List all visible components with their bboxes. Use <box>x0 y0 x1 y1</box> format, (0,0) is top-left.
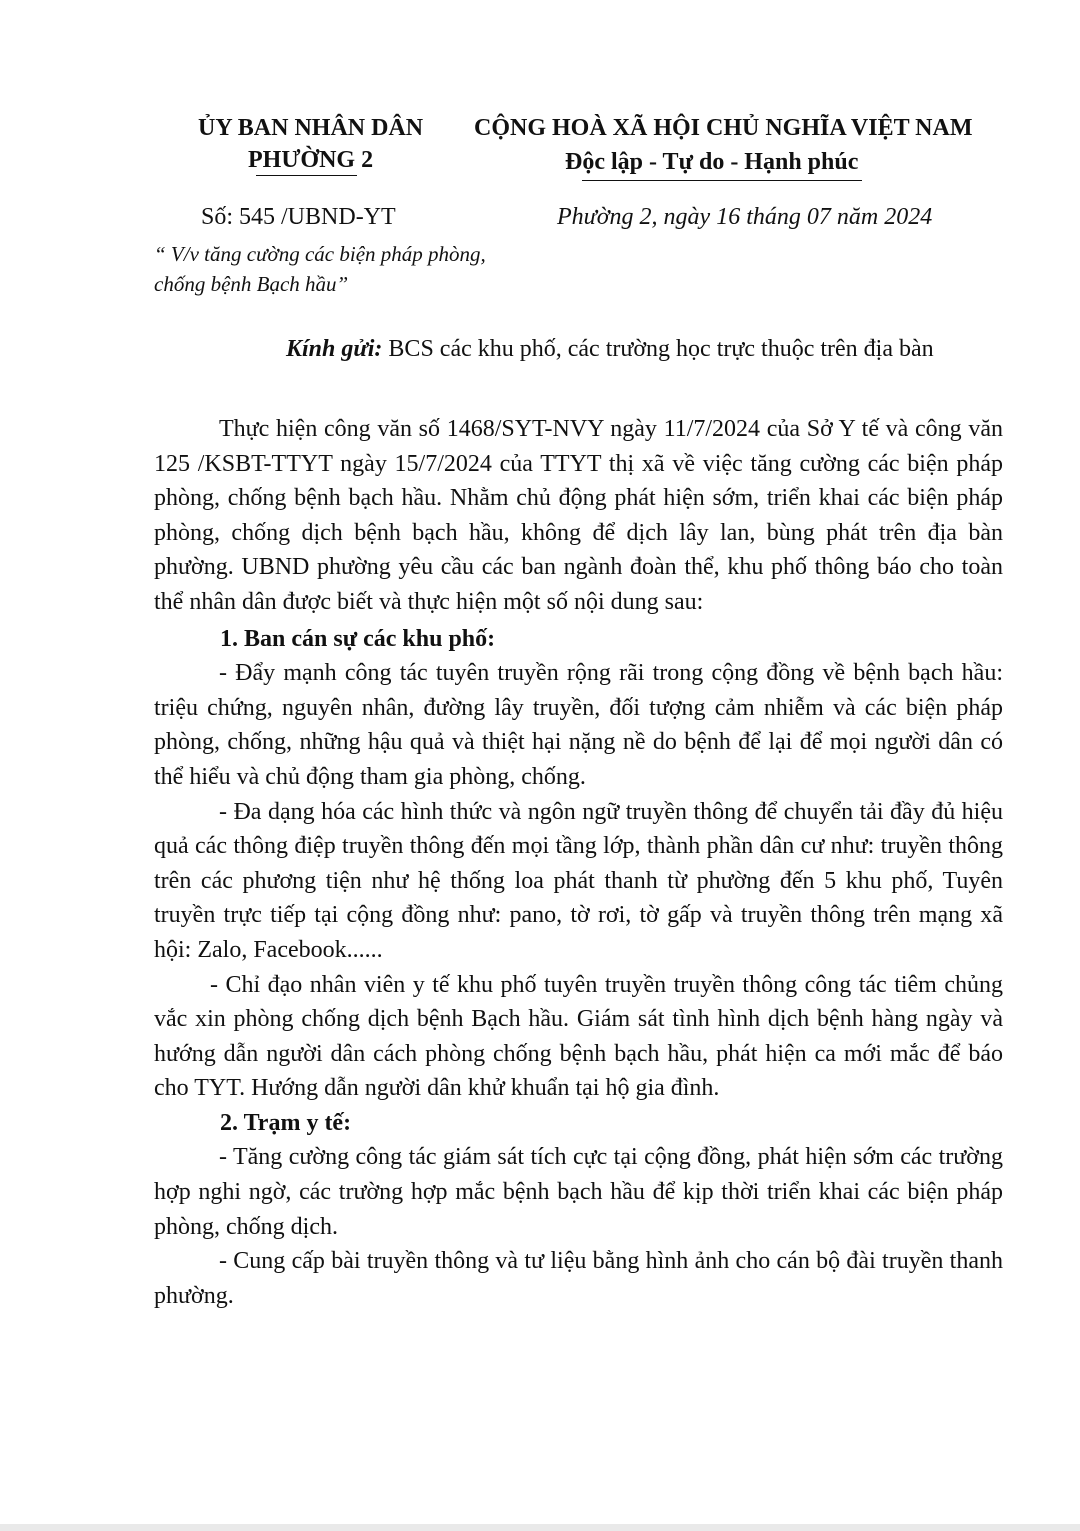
subject-line-1: “ V/v tăng cường các biện pháp phòng, <box>154 242 486 266</box>
recipient-label: Kính gửi: <box>286 336 383 362</box>
motto-underline <box>582 180 862 181</box>
recipient-text: BCS các khu phố, các trường học trực thuộc trên địa bàn <box>382 336 934 362</box>
document-date: Phường 2, ngày 16 tháng 07 năm 2024 <box>557 204 933 230</box>
national-title: CỘNG HOÀ XÃ HỘI CHỦ NGHĨA VIỆT NAM <box>474 115 973 141</box>
issuer-name: ỦY BAN NHÂN DÂN <box>198 115 424 141</box>
page-bottom-edge <box>0 1524 1080 1531</box>
section-item: - Đa dạng hóa các hình thức và ngôn ngữ truyền thông để chuyển tải đầy đủ hiệu quả các thông điệp truyền thông đến mọi tầng lớp, thành phần dân cư như: truyền thông trên các phương tiện như hệ thống loa phát thanh từ phường đến 5 khu phố, Tuyên truyền trực tiếp tại cộng đồng như: pano, tờ rơi, tờ gấp và truyền thông trên mạng xã hội: Zalo, Facebook...... <box>154 798 1003 963</box>
section-item: - Tăng cường công tác giám sát tích cực tại cộng đồng, phát hiện sớm các trường hợp nghi ngờ, các trường hợp mắc bệnh bạch hầu để kịp thời triển khai các biện pháp phòng, chống dịch. <box>154 1144 1003 1240</box>
section-heading: 1. Ban cán sự các khu phố: <box>220 625 496 652</box>
recipient-line <box>286 334 934 364</box>
section-item: - Đẩy mạnh công tác tuyên truyền rộng rãi trong cộng đồng về bệnh bạch hầu: triệu chứng, nguyên nhân, đường lây truyền, đối tượng cảm nhiễm và các biện pháp phòng, chống, những hậu quả và thiệt hại nặng nề do bệnh để lại để mọi người dân có thể hiểu và chủ động tham gia phòng, chống. <box>154 660 1003 790</box>
section-item: - Cung cấp bài truyền thông và tư liệu bằng hình ảnh cho cán bộ đài truyền thanh phường. <box>154 1248 1003 1309</box>
issuer-ward: PHƯỜNG 2 <box>248 147 374 173</box>
section-heading: 2. Trạm y tế: <box>220 1109 352 1136</box>
issuer-underline <box>256 175 357 176</box>
section-item: - Chỉ đạo nhân viên y tế khu phố tuyên truyền truyền thông công tác tiêm chủng vắc xin phòng chống dịch bệnh Bạch hầu. Giám sát tình hình dịch bệnh hàng ngày và hướng dẫn người dân cách phòng chống bệnh bạch hầu, phát hiện ca mới mắc để báo cho TYT. Hướng dẫn người dân khử khuẩn tại hộ gia đình. <box>154 971 1003 1102</box>
document-number: Số: 545 /UBND-YT <box>201 204 396 230</box>
document-body <box>154 412 1003 1313</box>
subject-line-2: chống bệnh Bạch hầu” <box>154 272 349 296</box>
national-motto: Độc lập - Tự do - Hạnh phúc <box>565 149 859 175</box>
intro-paragraph: Thực hiện công văn số 1468/SYT-NVY ngày 11/7/2024 của Sở Y tế và công văn 125 /KSBT-TTYT ngày 15/7/2024 của TTYT thị xã về việc tăng cường các biện pháp phòng, chống bệnh bạch hầu. Nhằm chủ động phát hiện sớm, triển khai các biện pháp phòng, chống dịch bệnh bạch hầu, không để dịch lây lan, bùng phát trên địa bàn phường. UBND phường yêu cầu các ban ngành đoàn thể, khu phố thông báo cho toàn thể nhân dân được biết và thực hiện một số nội dung sau: <box>154 416 1003 615</box>
